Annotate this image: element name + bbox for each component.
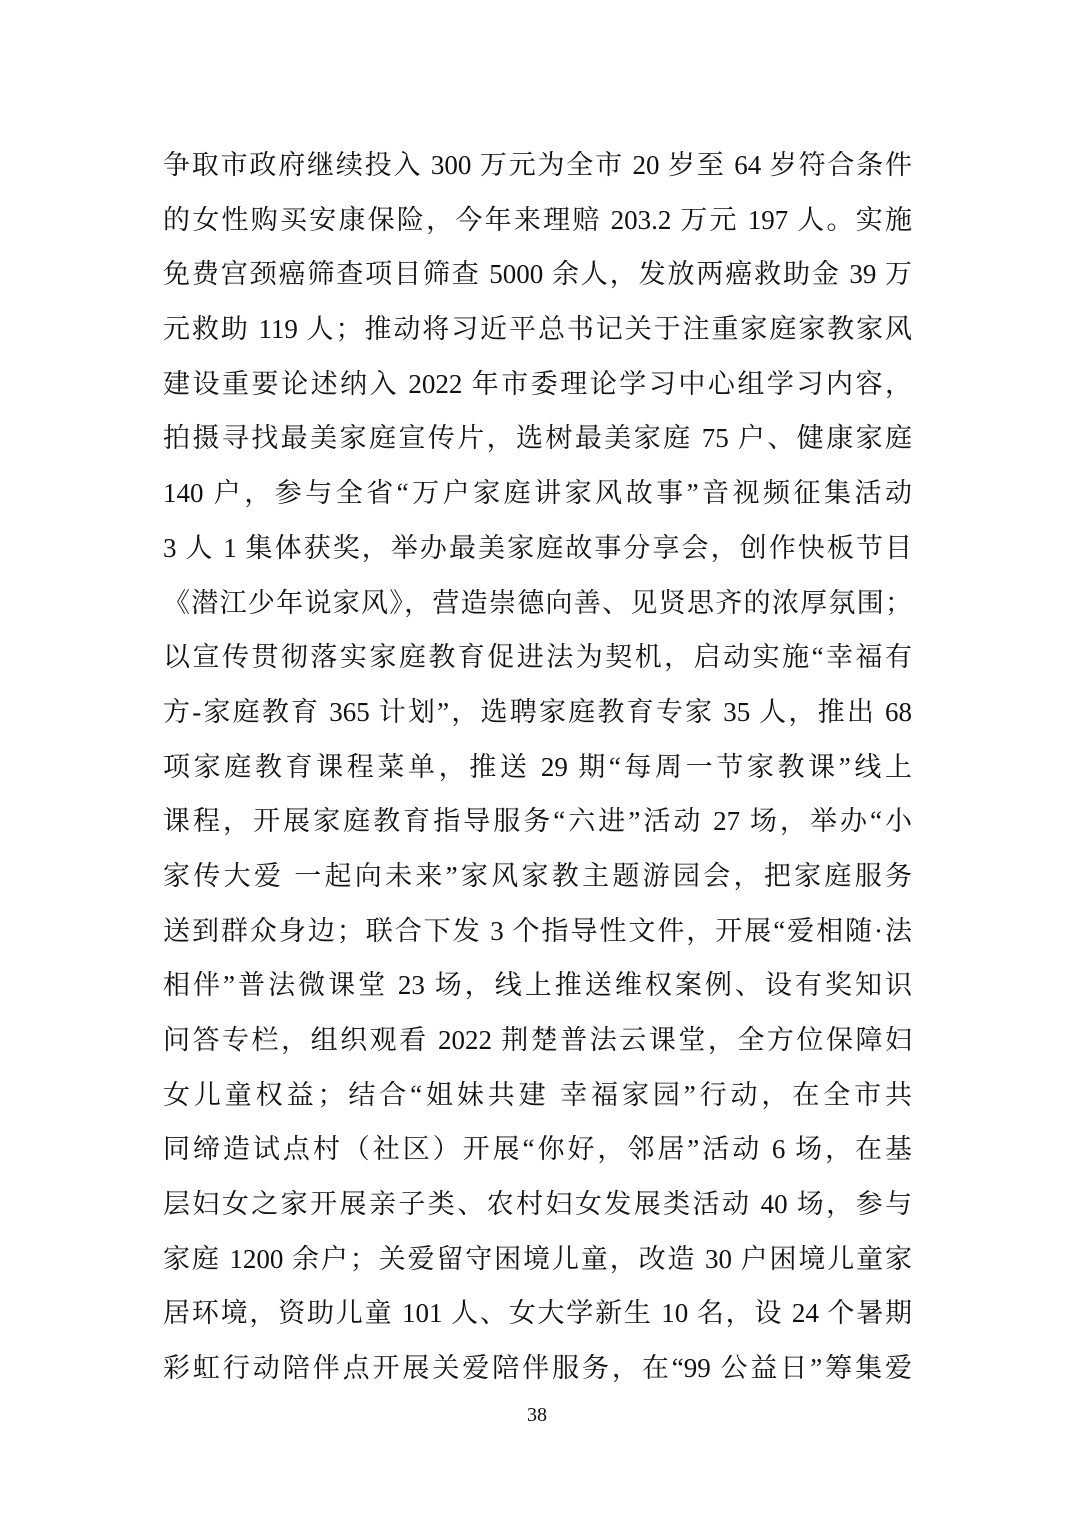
text-line: 居环境，资助儿童 101 人、女大学新生 10 名，设 24 个暑期 xyxy=(163,1298,912,1329)
text-line: 家传大爱 一起向未来”家风家教主题游园会，把家庭服务 xyxy=(163,860,912,891)
text-line: 元救助 119 人；推动将习近平总书记关于注重家庭家教家风 xyxy=(163,314,912,345)
text-line: 3 人 1 集体获奖，举办最美家庭故事分享会，创作快板节目 xyxy=(163,532,912,563)
text-line: 140 户，参与全省“万户家庭讲家风故事”音视频征集活动 xyxy=(163,478,912,509)
text-line: 女儿童权益；结合“姐妹共建 幸福家园”行动，在全市共 xyxy=(163,1079,912,1110)
text-line: 课程，开展家庭教育指导服务“六进”活动 27 场，举办“小 xyxy=(163,806,912,837)
text-line: 争取市政府继续投入 300 万元为全市 20 岁至 64 岁符合条件 xyxy=(163,150,912,180)
text-line: 建设重要论述纳入 2022 年市委理论学习中心组学习内容， xyxy=(163,368,912,399)
text-line: 同缔造试点村（社区）开展“你好，邻居”活动 6 场，在基 xyxy=(163,1134,912,1165)
text-line: 层妇女之家开展亲子类、农村妇女发展类活动 40 场，参与 xyxy=(163,1189,912,1220)
text-line: 项家庭教育课程菜单，推送 29 期“每周一节家教课”线上 xyxy=(163,751,912,782)
text-line: 相伴”普法微课堂 23 场，线上推送维权案例、设有奖知识 xyxy=(163,970,912,1001)
text-line: 《潜江少年说家风》，营造崇德向善、见贤思齐的浓厚氛围； xyxy=(163,587,912,618)
text-line: 以宣传贯彻落实家庭教育促进法为契机，启动实施“幸福有 xyxy=(163,642,912,673)
text-line: 彩虹行动陪伴点开展关爱陪伴服务，在“99 公益日”筹集爱 xyxy=(163,1353,912,1384)
body-text xyxy=(163,138,912,1396)
text-line: 家庭 1200 余户；关爱留守困境儿童，改造 30 户困境儿童家 xyxy=(163,1243,912,1274)
text-line: 方-家庭教育 365 计划”，选聘家庭教育专家 35 人，推出 68 xyxy=(163,696,912,727)
text-line: 送到群众身边；联合下发 3 个指导性文件，开展“爱相随·法 xyxy=(163,915,912,946)
text-line: 免费宫颈癌筛查项目筛查 5000 余人，发放两癌救助金 39 万 xyxy=(163,259,912,290)
page-number: 38 xyxy=(527,1404,547,1426)
text-line: 的女性购买安康保险，今年来理赔 203.2 万元 197 人。实施 xyxy=(163,204,912,235)
text-line: 拍摄寻找最美家庭宣传片，选树最美家庭 75 户、健康家庭 xyxy=(163,423,912,454)
text-line: 问答专栏，组织观看 2022 荆楚普法云课堂，全方位保障妇 xyxy=(163,1025,912,1055)
